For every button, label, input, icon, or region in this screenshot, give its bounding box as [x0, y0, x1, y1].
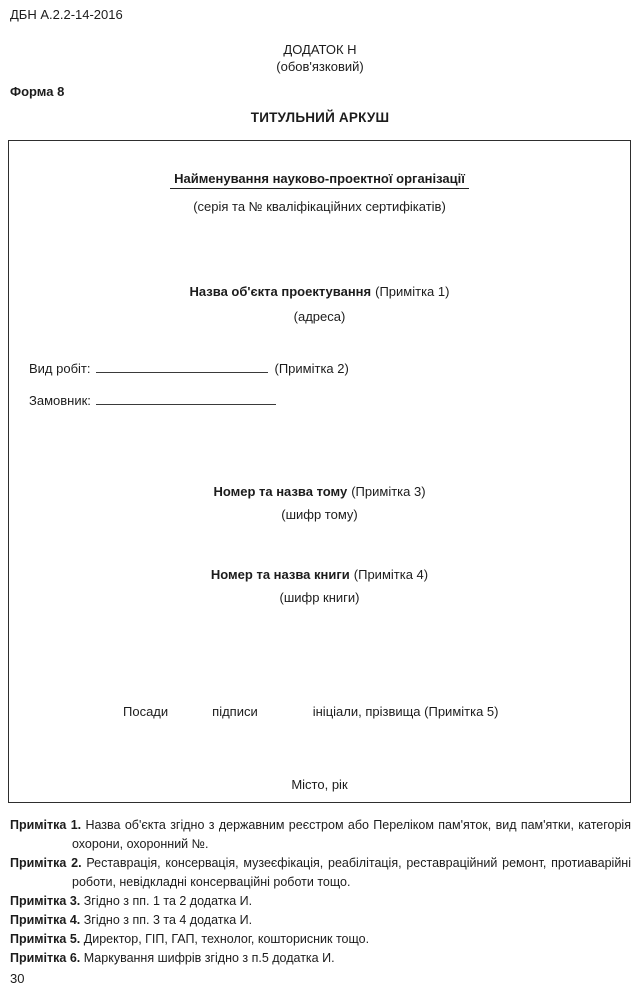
note-3-label: Примітка 3. — [10, 894, 81, 908]
appendix-heading — [0, 41, 640, 75]
work-type-label: Вид робіт: — [29, 361, 91, 376]
object-name-row — [9, 284, 630, 299]
doc-code: ДБН А.2.2-14-2016 — [10, 7, 123, 22]
work-type-blank-line — [96, 360, 268, 373]
note-6 — [10, 949, 631, 968]
customer-label: Замовник: — [29, 393, 91, 408]
form-number-label: Форма 8 — [10, 84, 65, 99]
volume-note-ref: (Примітка 3) — [351, 484, 426, 499]
organization-name-row — [9, 171, 630, 186]
book-title-row — [9, 567, 630, 582]
note-5-label: Примітка 5. — [10, 932, 81, 946]
appendix-type: (обов'язковий) — [276, 59, 364, 74]
note-2 — [10, 854, 631, 892]
customer-row — [29, 392, 630, 408]
organization-certificates: (серія та № кваліфікаційних сертифікатів) — [193, 199, 446, 214]
note-1-text: Назва об'єкта згідно з державним реєстром або Переліком пам'яток, вид пам'ятки, категорія охорони, охоронний №. — [72, 818, 631, 851]
object-name: Назва об'єкта проектування — [189, 284, 372, 299]
page-title: ТИТУЛЬНИЙ АРКУШ — [250, 110, 390, 125]
book-title: Номер та назва книги — [210, 567, 350, 582]
object-address: (адреса) — [293, 309, 346, 324]
note-4 — [10, 911, 631, 930]
customer-blank-line — [96, 392, 276, 405]
note-3 — [10, 892, 631, 911]
note-6-text: Маркування шифрів згідно з п.5 додатка И. — [83, 951, 335, 965]
signature-signs-caption: підписи — [212, 704, 258, 719]
page-number: 30 — [10, 971, 25, 986]
volume-code: (шифр тому) — [281, 507, 358, 522]
book-code: (шифр книги) — [279, 590, 360, 605]
signature-positions-caption: Посади — [123, 704, 169, 719]
work-type-note-ref: (Примітка 2) — [274, 361, 349, 376]
note-2-text: Реставрація, консервація, музеєфікація, реабілітація, реставраційний ремонт, протиаварійні роботи, невідкладні консерваційні роботи тощо. — [72, 856, 631, 889]
note-5-text: Директор, ГІП, ГАП, технолог, кошторисник тощо. — [83, 932, 370, 946]
notes-section — [10, 816, 631, 968]
note-5 — [10, 930, 631, 949]
note-1-label: Примітка 1. — [10, 818, 82, 832]
work-type-row — [29, 360, 630, 376]
volume-title: Номер та назва тому — [213, 484, 348, 499]
appendix-title: ДОДАТОК Н — [283, 42, 357, 57]
volume-title-row — [9, 484, 630, 499]
signature-names-caption: ініціали, прізвища (Примітка 5) — [312, 704, 499, 719]
note-4-text: Згідно з пп. 3 та 4 додатка И. — [83, 913, 253, 927]
note-3-text: Згідно з пп. 1 та 2 додатка И. — [83, 894, 253, 908]
city-year: Місто, рік — [291, 777, 348, 792]
organization-name: Найменування науково-проектної організації — [170, 171, 469, 189]
note-1 — [10, 816, 631, 854]
note-2-label: Примітка 2. — [10, 856, 82, 870]
object-note-ref: (Примітка 1) — [375, 284, 450, 299]
book-note-ref: (Примітка 4) — [353, 567, 429, 582]
note-4-label: Примітка 4. — [10, 913, 81, 927]
title-sheet-frame — [8, 140, 631, 803]
note-6-label: Примітка 6. — [10, 951, 81, 965]
signature-captions-row — [9, 704, 630, 719]
